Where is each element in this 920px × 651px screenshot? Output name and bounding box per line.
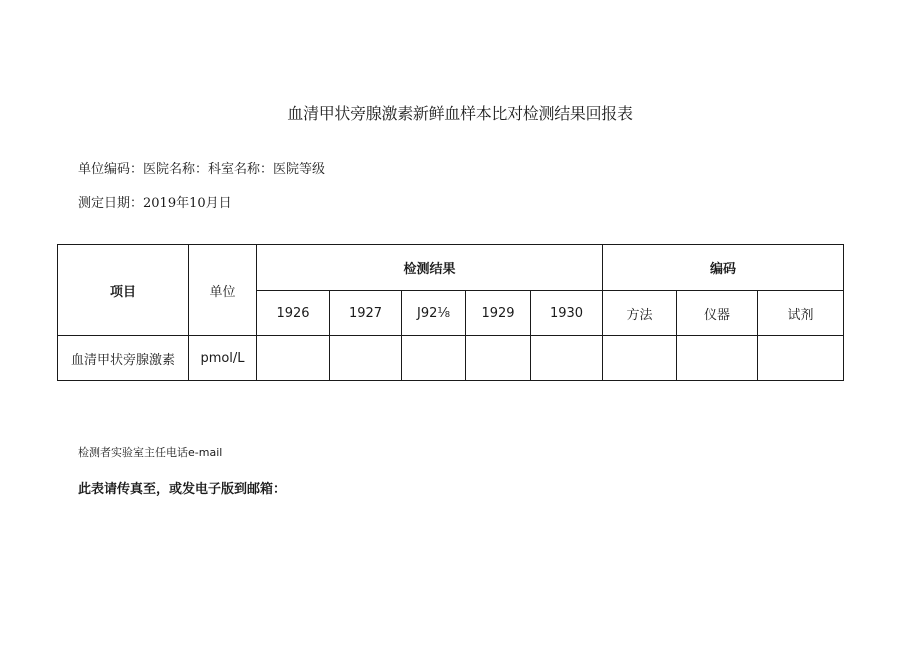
results-table <box>57 244 844 381</box>
result-cell[interactable] <box>402 336 466 381</box>
header-unit: 单位 <box>189 245 257 336</box>
test-date-line: 测定日期：2019年10月日 <box>78 196 232 211</box>
code-header-reagent: 试剂 <box>758 291 844 336</box>
header-item: 项目 <box>58 245 189 336</box>
code-header-method: 方法 <box>603 291 677 336</box>
row-item: 血清甲状旁腺激素 <box>58 336 189 381</box>
submission-instruction: 此表请传真至，或发电子版到邮箱： <box>78 482 287 497</box>
method-code-cell[interactable] <box>603 336 677 381</box>
result-cell[interactable] <box>466 336 531 381</box>
contact-line: 检测者实验室主任电话e-mail <box>78 446 223 459</box>
result-cell[interactable] <box>257 336 330 381</box>
result-cell[interactable] <box>330 336 402 381</box>
sample-header: 1926 <box>257 291 330 336</box>
header-code-group: 编码 <box>603 245 844 291</box>
table-header-row <box>58 245 844 291</box>
result-cell[interactable] <box>531 336 603 381</box>
page-title: 血清甲状旁腺激素新鲜血样本比对检测结果回报表 <box>287 104 633 123</box>
sample-header: 1929 <box>466 291 531 336</box>
header-results-group: 检测结果 <box>257 245 603 291</box>
sample-header: J92⅛ <box>402 291 466 336</box>
reagent-code-cell[interactable] <box>758 336 844 381</box>
sample-header: 1930 <box>531 291 603 336</box>
table-row <box>58 336 844 381</box>
row-unit: pmol/L <box>189 336 257 381</box>
code-header-instrument: 仪器 <box>677 291 758 336</box>
sample-header: 1927 <box>330 291 402 336</box>
instrument-code-cell[interactable] <box>677 336 758 381</box>
unit-info-line: 单位编码：医院名称：科室名称：医院等级 <box>78 162 326 177</box>
